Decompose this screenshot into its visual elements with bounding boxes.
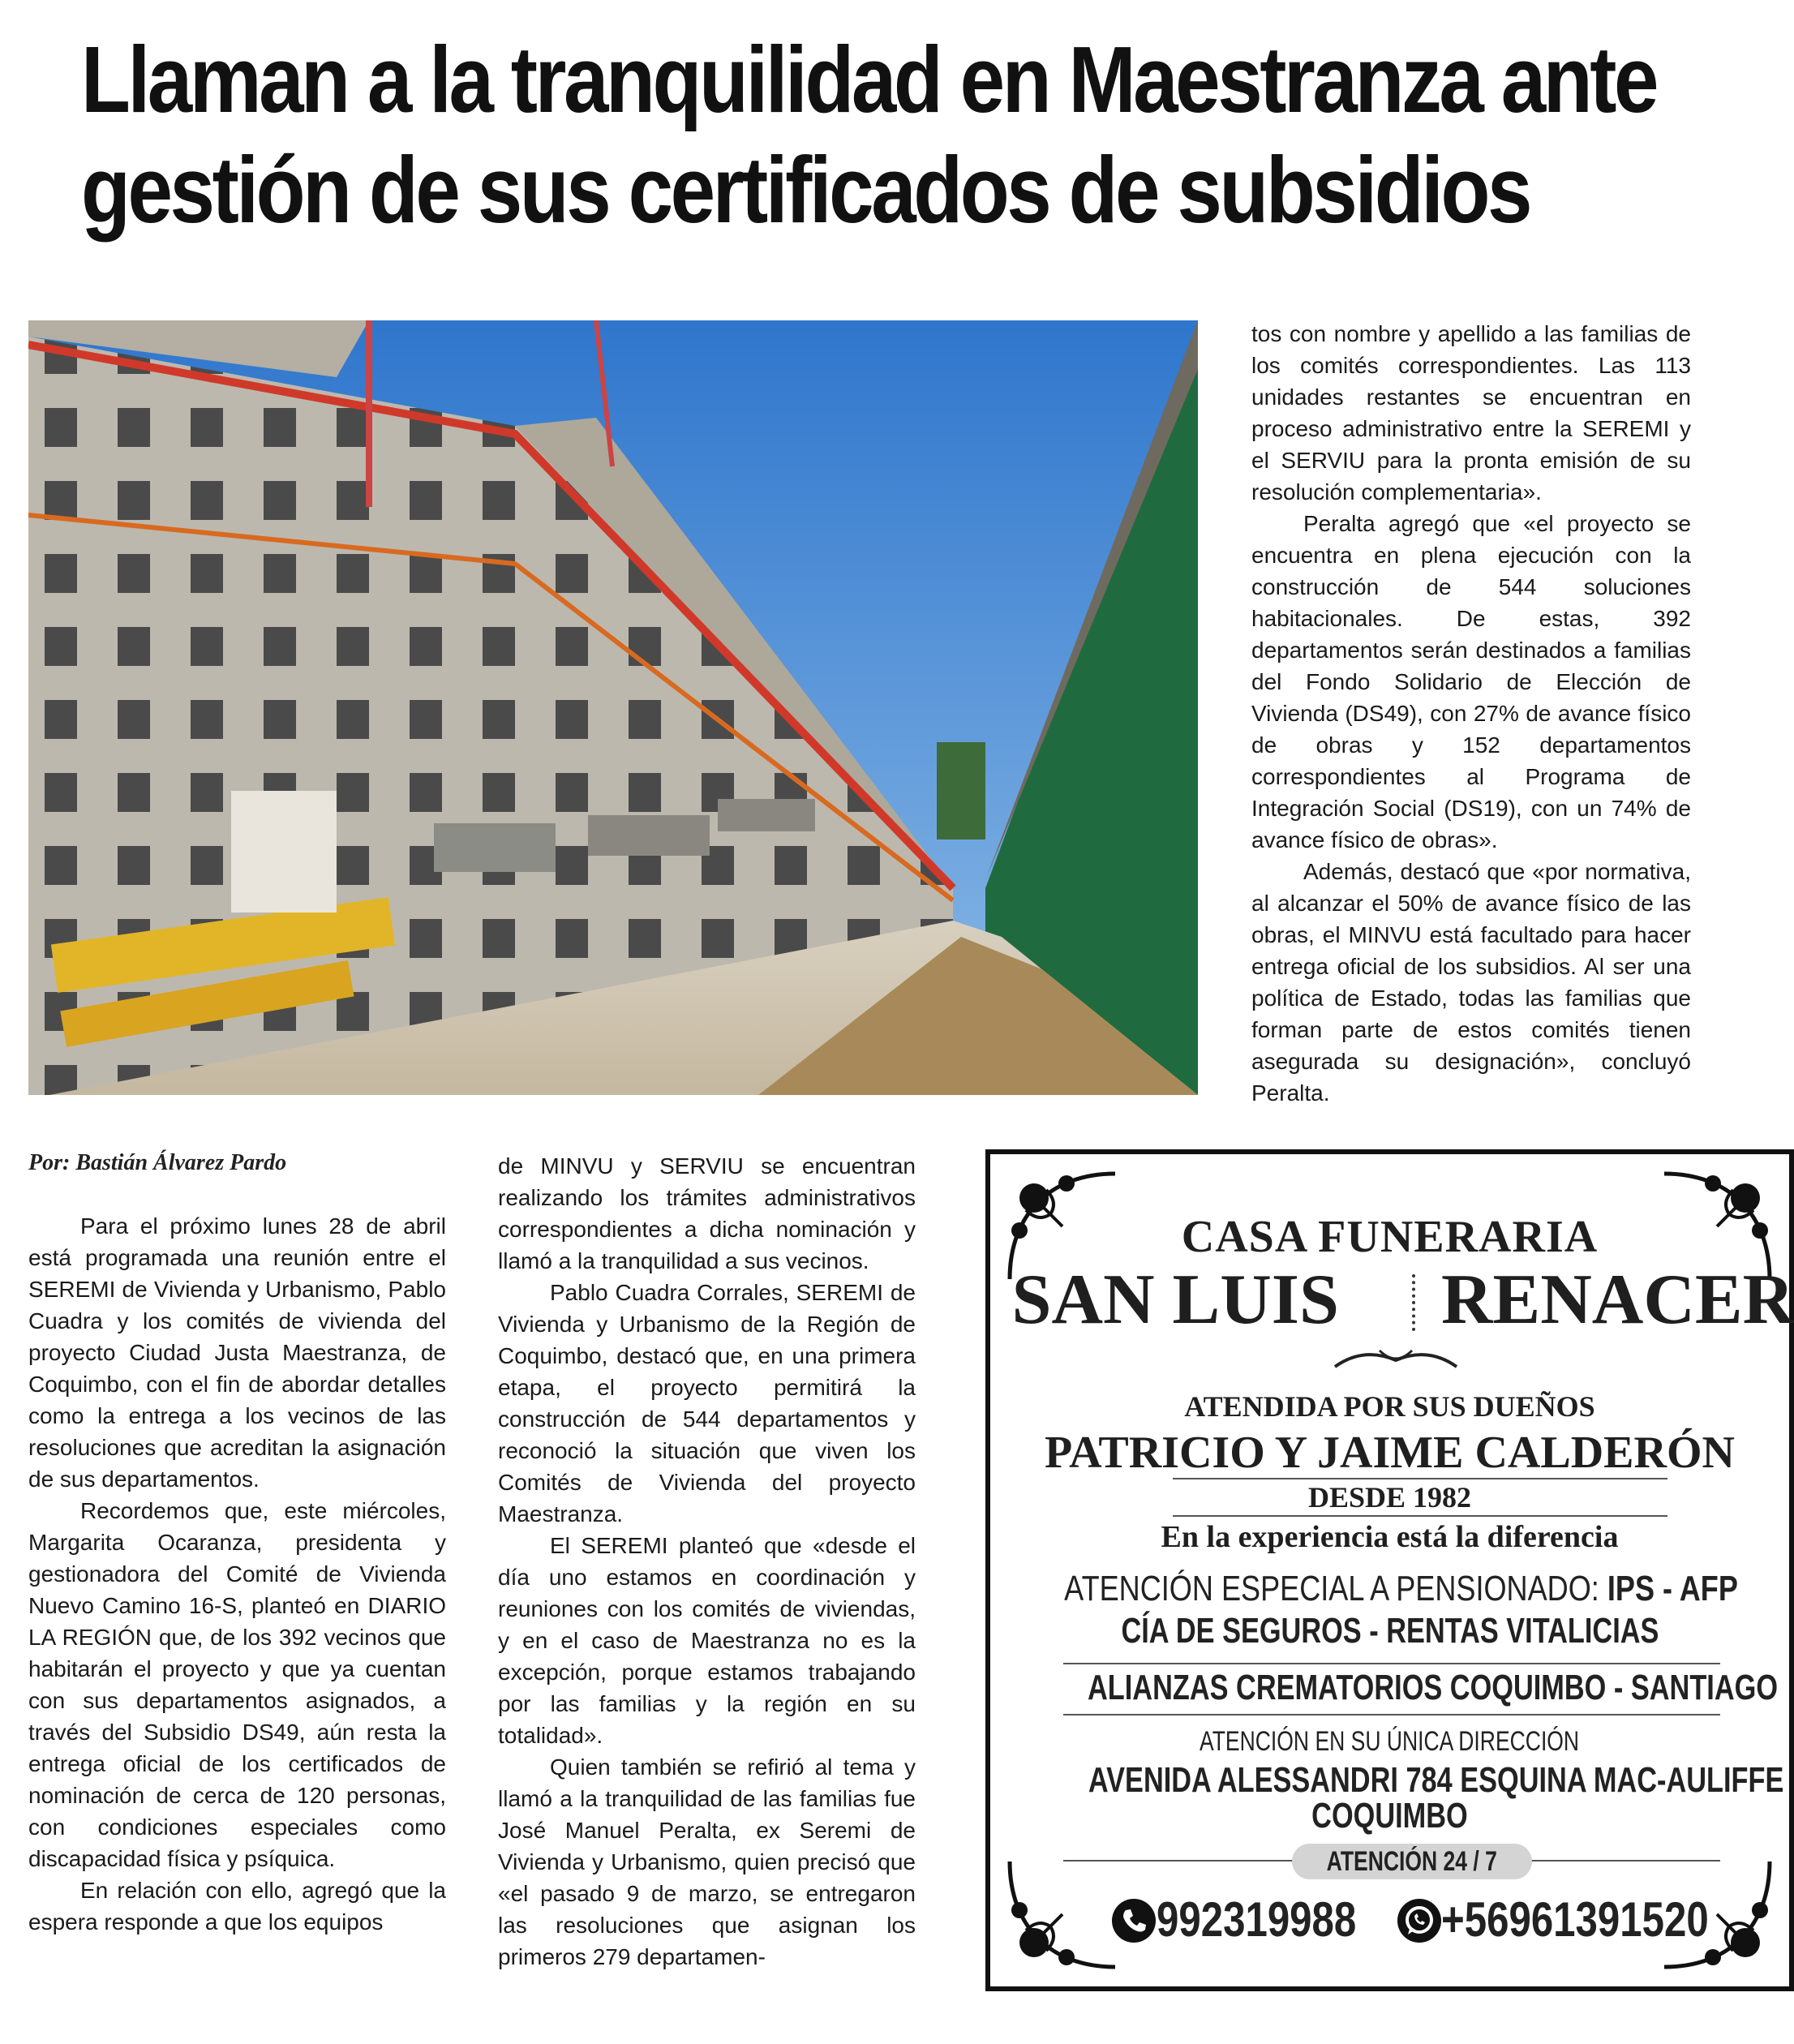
ad-address-label: ATENCIÓN EN SU ÚNICA DIRECCIÓN: [1200, 1726, 1580, 1757]
whatsapp-icon: [1397, 1899, 1441, 1943]
construction-photo: [28, 320, 1198, 1095]
paragraph: Además, destacó que «por normativa, al alcanzar el 50% de avance físico de las obras, el MINVU está facultado para hacer entrega oficial de los subsidios. Al ser una política de Estado, todas las familias que forman parte de estos comités tienen asegurada su designación», concluyó Peralta.: [1251, 859, 1691, 1106]
funeral-home-ad: [985, 1149, 1794, 1991]
ad-pensioner-line: [990, 1568, 1789, 1610]
paragraph: Peralta agregó que «el proyecto se encuentra en plena ejecución con la construcción de 544 soluciones habitacionales. De estas, 392 departamentos serán destinados a familias del Fondo Solidario de Elección de Vivienda (DS49), con 27% de avance físico de obras y 152 departamentos correspondientes al Programa de Integración Social (DS19), con un 74% de avance físico de obras».: [1251, 511, 1691, 852]
address-line-1: AVENIDA ALESSANDRI 784 ESQUINA MAC-AULIFFE: [1088, 1760, 1784, 1800]
address-line-2: COQUIMBO: [1311, 1796, 1468, 1836]
article-column-1: [28, 1210, 446, 1938]
divider: [1173, 1478, 1667, 1479]
brand-name-left: SAN LUIS: [1011, 1260, 1339, 1339]
ad-brand: [990, 1260, 1794, 1341]
paragraph: Pablo Cuadra Corrales, SEREMI de Vivienda y Urbanismo de la Región de Coquimbo, destacó que, en una primera etapa, el proyecto permitirá la construcción de 544 departamentos y reconoció la situación que viven los Comités de Vivienda del proyecto Maestranza.: [498, 1280, 916, 1527]
phone-icon: [1112, 1899, 1156, 1943]
paragraph-continued: tos con nombre y apellido a las familias de los comités correspondientes. Las 113 unidades restantes se encuentran en proceso administrativo entre la SEREMI y el SERVIU para la pronta emisión de su resolución complementaria».: [1251, 321, 1691, 505]
ad-owners: PATRICIO Y JAIME CALDERÓN: [1045, 1428, 1735, 1478]
headline: [81, 24, 1769, 245]
divider: [1063, 1663, 1720, 1664]
paragraph-continued: de MINVU y SERVIU se encuentran realizando los trámites administrativos correspondientes a dicha nominación y llamó a la tranquilidad a sus vecinos.: [498, 1153, 916, 1273]
paragraph: Recordemos que, este miércoles, Margarita Ocaranza, presidenta y gestionadora del Comité de Vivienda Nuevo Camino 16-S, planteó en DIARIO LA REGIÓN que, de los 392 vecinos que habitarán el proyecto y que ya cuentan con sus departamentos asignados, a través del Subsidio DS49, aún resta la entrega oficial de los certificados de nominación de cerca de 120 personas, con condiciones especiales como discapacidad física y psíquica.: [28, 1498, 446, 1871]
brand-divider: [1412, 1274, 1415, 1331]
ad-alliances: ALIANZAS CREMATORIOS COQUIMBO - SANTIAGO: [1088, 1668, 1779, 1707]
brand-name-right: RENACER: [1441, 1260, 1794, 1339]
paragraph: El SEREMI planteó que «desde el día uno estamos en coordinación y reuniones con los comités de viviendas, y en el caso de Maestranza no es la excepción, porque estamos trabajando por las familias y la región en su totalidad».: [498, 1533, 916, 1748]
paragraph: Quien también se refirió al tema y llamó a la tranquilidad de las familias fue José Manuel Peralta, ex Seremi de Vivienda y Urbanismo, quien precisó que «el pasado 9 de marzo, se entregaron las resoluciones que asignan los primeros 279 departamen-: [498, 1754, 916, 1969]
headline-line-2: gestión de sus certificados de subsidios: [81, 137, 1530, 243]
ad-contacts: [990, 1891, 1789, 1947]
ad-hours-pill: ATENCIÓN 24 / 7: [1292, 1844, 1532, 1879]
divider: [1173, 1515, 1667, 1517]
ad-slogan: En la experiencia está la diferencia: [1161, 1520, 1619, 1554]
scroll-ornament-icon: [1331, 1342, 1461, 1375]
paragraph: En relación con ello, agregó que la espera responde a que los equipos: [28, 1878, 446, 1934]
phone-number: 992319988: [1157, 1892, 1357, 1947]
byline: Por: Bastián Álvarez Pardo: [28, 1150, 287, 1175]
pensioner-entities: IPS - AFP: [1607, 1569, 1738, 1608]
ad-subtitle: CASA FUNERARIA: [1181, 1212, 1599, 1262]
article-column-2: [498, 1150, 916, 1973]
ad-attended-by: ATENDIDA POR SUS DUEÑOS: [1184, 1390, 1595, 1423]
pensioner-label: ATENCIÓN ESPECIAL A PENSIONADO:: [1064, 1569, 1599, 1608]
divider: [1063, 1714, 1720, 1716]
paragraph: Para el próximo lunes 28 de abril está programada una reunión entre el SEREMI de Vivienda y Urbanismo, Pablo Cuadra y los comités de vivienda del proyecto Ciudad Justa Maestranza, de Coquimbo, con el fin de abordar detalles como la entrega a los vecinos de las resoluciones que acreditan la asignación de sus departamentos.: [28, 1213, 446, 1492]
ad-address: [990, 1760, 1789, 1836]
headline-line-1: Llaman a la tranquilidad en Maestranza ante: [81, 27, 1657, 132]
article-column-3: [1251, 318, 1691, 1109]
ad-since: DESDE 1982: [1307, 1481, 1472, 1514]
ad-insurance-line: CÍA DE SEGUROS - RENTAS VITALICIAS: [1121, 1611, 1659, 1651]
whatsapp-number: +56961391520: [1441, 1892, 1709, 1947]
